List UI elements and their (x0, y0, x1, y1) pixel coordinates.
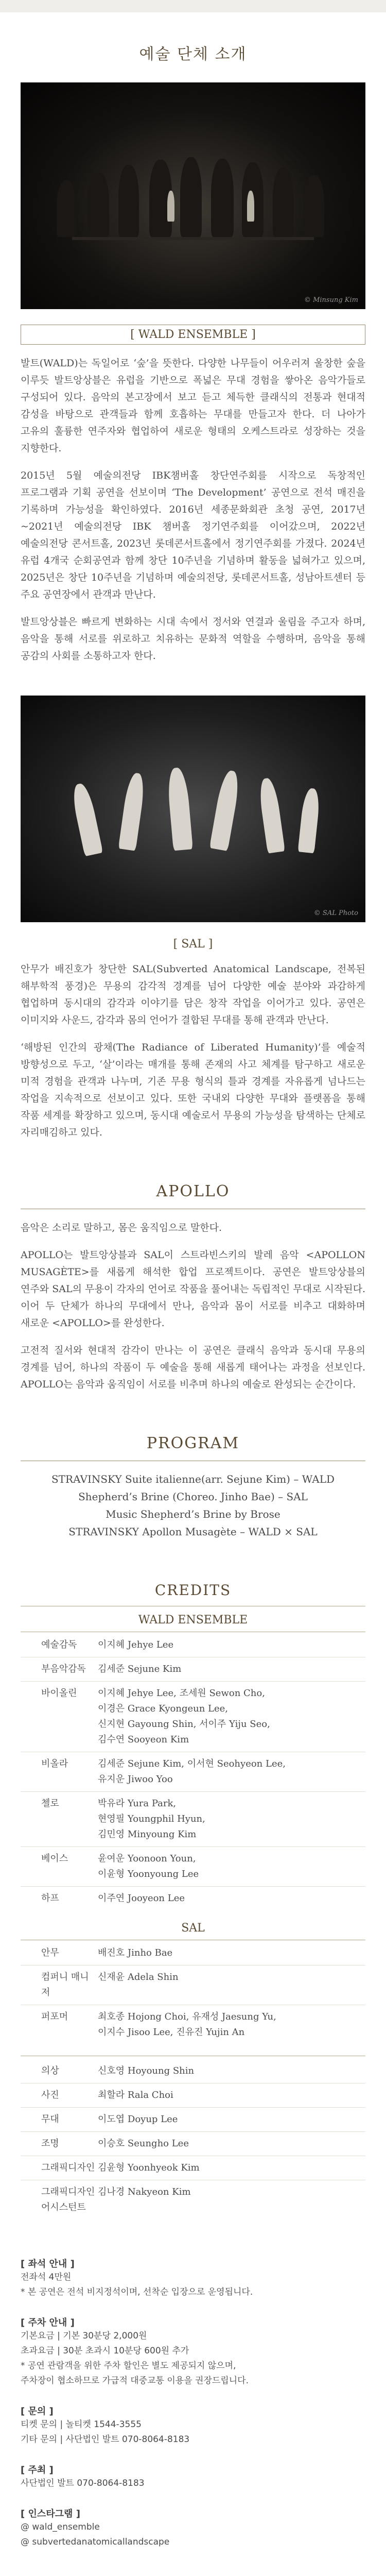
credit-row (21, 2184, 365, 2215)
credit-role: 첼로 (41, 1798, 59, 1809)
credit-name: 김나경 Nakyeon Kim (98, 2187, 191, 2197)
credit-name: 최할라 Rala Choi (98, 2090, 173, 2100)
credit-name: 김세준 Sejune Kim, 이서현 Seohyeon Lee, (98, 1758, 286, 1769)
credit-name: 김세준 Sejune Kim (98, 1664, 182, 1674)
info-heading: [ 주최 ] (21, 2465, 54, 2476)
credit-role: 조명 (41, 2138, 59, 2149)
info-heading: [ 인스타그램 ] (21, 2509, 80, 2519)
credit-name: 이주연 Jooyeon Lee (98, 1893, 185, 1904)
program-item: Music Shepherd’s Brine by Brose (106, 1508, 280, 1520)
credit-row (21, 2088, 365, 2103)
credit-row (21, 2112, 365, 2127)
sal-section-heading: [ SAL ] (173, 938, 213, 951)
credit-role: 사진 (41, 2090, 59, 2100)
credit-row (21, 1945, 365, 1961)
credit-name: 최호종 Hojong Choi, 유재성 Jaesung Yu, (98, 2011, 276, 2022)
program-item: STRAVINSKY Apollon Musagète – WALD × SAL (68, 1526, 318, 1538)
credit-role: 퍼포머 (41, 2011, 68, 2022)
info-line: 전좌석 4만원 (21, 2272, 72, 2282)
ensemble-photo-caption: © Minsung Kim (304, 296, 358, 304)
info-section (21, 2257, 365, 2550)
credit-role: 안무 (41, 1947, 59, 1958)
credits-wald-list (0, 1637, 386, 1906)
credit-name: 신호영 Hoyoung Shin (98, 2065, 195, 2076)
credit-row (21, 1851, 365, 1882)
credit-name: 이경은 Grace Kyongeun Lee, (98, 1703, 229, 1714)
apollo-paragraph: 음악은 소리로 말하고, 몸은 움직임으로 말한다. (21, 1222, 222, 1233)
info-line: 주차장이 협소하므로 가급적 대중교통 이용을 권장드립니다. (21, 2376, 249, 2386)
credit-role: 의상 (41, 2065, 59, 2076)
credit-name: 신재윤 Adela Shin (98, 1972, 179, 1982)
sal-photo-caption: © SAL Photo (313, 909, 358, 917)
credit-role: 부음악감독 (41, 1664, 86, 1674)
credit-role: 하프 (41, 1893, 59, 1904)
sal-paragraph: ‘해방된 인간의 광채(The Radiance of Liberated Humanity)’를 예술적 방향성으로 두고, ‘살’이라는 매개를 통해 존재의 사고 체계를 탐구하고 새로운 미적 경험을 관객과 나누며, 기존 무용 형식의 틀과 경계를 자유롭게 넘나드는 작업을 지속적으로 선보이고 있다. 또한 국내외 다양한 무대와 플랫폼을 통해 작품 세계를 확장하고 있으며, 동시대 예술로서 무용의 가능성을 탐색하는 단체로 자리매김하고 있다. (21, 1042, 365, 1138)
apollo-paragraph: APOLLO는 발트앙상블과 SAL이 스트라빈스키의 발레 음악 <APOLLON MUSAGÈTE>를 새롭게 해석한 합업 프로젝트이다. 공연은 발트앙상블의 연주와 SAL의 무용이 각자의 언어로 작품을 풀어내는 독립적인 무대로 시작된다. 이어 두 단체가 하나의 무대에서 만나, 음악과 몸이 서로를 비추고 대화하며 새로운 <APOLLO>를 완성한다. (21, 1249, 365, 1329)
credit-name: 유지운 Jiwoo Yoo (98, 1774, 173, 1785)
credit-row (21, 1796, 365, 1842)
credit-role: 그래픽디자인 (41, 2162, 95, 2173)
info-line: * 본 공연은 전석 비지정석이며, 선착순 입장으로 운영됩니다. (21, 2287, 253, 2297)
credit-name: 윤여운 Yoonoon Youn, (98, 1853, 196, 1864)
instagram-link[interactable]: @ subvertedanatomicallandscape (21, 2537, 170, 2547)
credit-role: 컴퍼니 매니저 (41, 1972, 89, 1998)
credit-name: 신지현 Gayoung Shin, 서이주 Yiju Seo, (98, 1719, 270, 1730)
program-item: Shepherd’s Brine (Choreo. Jinho Bae) – SAL (78, 1490, 308, 1503)
program-title: PROGRAM (146, 1434, 240, 1452)
credit-name: 김윤형 Yoonhyeok Kim (98, 2162, 200, 2173)
credit-row (21, 2063, 365, 2079)
credits-title: CREDITS (154, 1582, 232, 1599)
credit-name: 이지혜 Jehye Lee, 조세원 Sewon Cho, (98, 1688, 265, 1699)
credit-row (21, 2160, 365, 2176)
credit-role: 바이올린 (41, 1688, 77, 1699)
wald-paragraph: 발트(WALD)는 독일어로 ‘숲’을 뜻한다. 다양한 나무들이 어우러져 울창한 숲을 이루듯 발트앙상블은 유럽을 기반으로 폭넓은 무대 경험을 쌓아온 음악가들로 구성되어 있다. 음악의 본고장에서 보고 듣고 체득한 클래식의 전통과 현대적 감성을 바탕으로 관객들과 함께 호흡하는 무대를 만들고자 한다. 더 나아가 고유의 훌륭한 연주자와 협업하여 새로운 형태의 오케스트라로 성장하는 것을 지향한다. (21, 358, 365, 454)
sal-paragraph: 안무가 배진호가 창단한 SAL(Subverted Anatomical Landscape, 전복된 해부학적 풍경)은 무용의 감각적 경계를 넘어 다양한 예술 분야와 과감하게 협업하며 동시대의 감각과 이야기를 담은 창작 작업을 이어가고 있다. 공연은 이미지와 사운드, 감각과 몸의 언어가 결합된 무대를 통해 관객과 만난다. (21, 963, 365, 1026)
wald-paragraph: 2015년 5월 예술의전당 IBK챔버홀 창단연주회를 시작으로 독창적인 프로그램과 기획 공연을 선보이며 ‘The Development’ 공연으로 전석 매진을 기록하며 가능성을 확인하였다. 2016년 세종문화회관 초청 공연, 2017년~2021년 예술의전당 IBK 챔버홀 정기연주회를 이어갔으며, 2022년 예술의전당 콘서트홀, 2023년 롯데콘서트홀에서 정기연주회를 가졌다. 2024년 유럽 4개국 순회공연과 함께 창단 10주년을 기념하며 활동을 넓혀가고 있으며, 2025년은 창단 10주년을 기념하며 예술의전당, 롯데콘서트홀, 성남아트센터 등 주요 공연장에서 관객과 만난다. (21, 470, 365, 600)
credit-name: 김민영 Minyoung Kim (98, 1829, 197, 1840)
credit-name: 배진호 Jinho Bae (98, 1947, 173, 1958)
info-line: 초과요금 | 30분 초과시 10분당 600원 추가 (21, 2346, 189, 2356)
credit-name: 박유라 Yura Park, (98, 1798, 177, 1809)
wald-ensemble-photo (21, 82, 365, 309)
info-heading: [ 주차 안내 ] (21, 2317, 75, 2328)
credit-role: 그래픽디자인 어시스턴트 (41, 2187, 95, 2213)
credit-name: 이윤형 Yoonyoung Lee (98, 1869, 199, 1879)
info-line: * 공연 관람객을 위한 주차 할인은 별도 제공되지 않으며, (21, 2361, 236, 2371)
credit-name: 이승호 Seungho Lee (98, 2138, 189, 2149)
credit-row (21, 1970, 365, 2001)
info-line: 기타 문의 | 사단법인 발트 070-8064-8183 (21, 2434, 190, 2445)
program-list (0, 1470, 386, 1540)
sal-photo (21, 696, 365, 922)
credit-row (21, 1891, 365, 1906)
credits-wald-label: WALD ENSEMBLE (138, 1614, 248, 1626)
credit-row (21, 1686, 365, 1748)
credits-staff-list (0, 2063, 386, 2215)
apollo-title: APOLLO (156, 1182, 230, 1200)
credit-role: 베이스 (41, 1853, 68, 1864)
instagram-link[interactable]: @ wald_ensemble (21, 2522, 100, 2532)
credit-row (21, 1637, 365, 1653)
info-line: 기본요금 | 기본 30분당 2,000원 (21, 2331, 147, 2341)
credit-role: 무대 (41, 2114, 59, 2125)
credit-row (21, 1756, 365, 1787)
info-heading: [ 문의 ] (21, 2406, 54, 2417)
credit-row (21, 2009, 365, 2040)
wald-paragraph: 발트앙상블은 빠르게 변화하는 시대 속에서 정서와 연결과 울림을 주고자 하며, 음악을 통해 서로를 위로하고 치유하는 문화적 역할을 수행하며, 음악을 통해 공감의 사회를 소통하고자 한다. (21, 616, 365, 662)
credit-name: 이도엽 Doyup Lee (98, 2114, 178, 2125)
credit-role: 비올라 (41, 1758, 68, 1769)
wald-section-heading: [ WALD ENSEMBLE ] (21, 325, 365, 345)
top-bar (0, 0, 386, 12)
credit-name: 김수연 Sooyeon Kim (98, 1734, 189, 1745)
info-heading: [ 좌석 안내 ] (21, 2259, 75, 2269)
credit-role: 예술감독 (41, 1639, 77, 1650)
credit-name: 현영필 Youngphil Hyun, (98, 1814, 205, 1824)
program-item: STRAVINSKY Suite italienne(arr. Sejune Kim) – WALD (51, 1473, 335, 1485)
credits-sal-list (0, 1945, 386, 2040)
info-line: 티켓 문의 | 놀티켓 1544-3555 (21, 2419, 142, 2430)
credits-sal-label: SAL (181, 1922, 205, 1935)
credit-row (21, 1662, 365, 1677)
credit-name: 이지수 Jisoo Lee, 진유진 Yujin An (98, 2027, 245, 2038)
credit-name: 이지혜 Jehye Lee (98, 1639, 174, 1650)
info-line: 사단법인 발트 070-8064-8183 (21, 2478, 145, 2488)
page-title: 예술 단체 소개 (139, 45, 247, 63)
apollo-paragraph: 고전적 질서와 현대적 감각이 만나는 이 공연은 클래식 음악과 동시대 무용의 경계를 넘어, 하나의 작품이 두 예술을 통해 새롭게 태어나는 과정을 선보인다. APOLLO는 음악과 움직임이 서로를 비추며 하나의 예술로 완성되는 순간이다. (21, 1345, 365, 1390)
credit-row (21, 2136, 365, 2151)
